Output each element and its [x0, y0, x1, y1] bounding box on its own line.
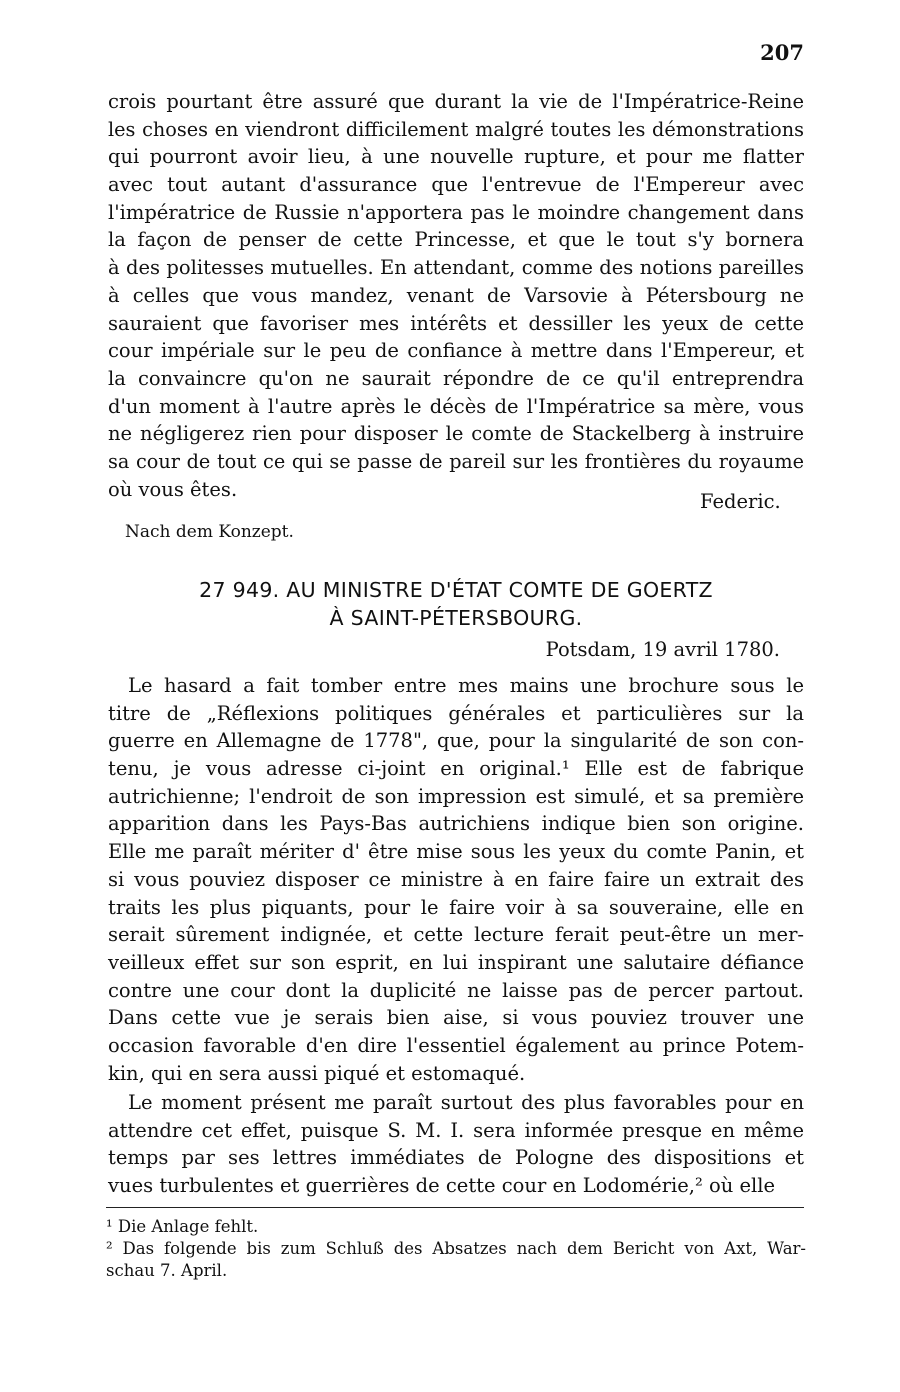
text-line: à des politesses mutuelles. En attendant, comme des notions pareilles — [108, 256, 804, 280]
text-line: sa cour de tout ce qui se passe de pareil sur les frontières du royaume — [108, 449, 804, 473]
text-line: avec tout autant d'assurance que l'entrevue de l'Empereur avec — [108, 173, 804, 197]
letter-heading-line-1: 27 949. AU MINISTRE D'ÉTAT COMTE DE GOERTZ — [199, 578, 713, 602]
text-line: à celles que vous mandez, venant de Varsovie à Pétersbourg ne — [108, 283, 804, 307]
paragraph-1 — [108, 88, 804, 503]
text-line: attendre cet effet, puisque S. M. I. sera informée presque en même — [108, 1118, 804, 1142]
text-line: sauraient que favoriser mes intérêts et dessiller les yeux de cette — [108, 311, 804, 335]
page-number: 207 — [760, 40, 804, 65]
text-line: la façon de penser de cette Princesse, et que le tout s'y bornera — [108, 228, 804, 252]
text-line: serait sûrement indignée, et cette lecture ferait peut-être un mer- — [108, 923, 804, 947]
text-line: crois pourtant être assuré que durant la vie de l'Impératrice-Reine — [108, 90, 804, 113]
text-line: apparition dans les Pays-Bas autrichiens indique bien son origine. — [108, 812, 804, 836]
text-line: Le moment présent me paraît surtout des plus favorables pour en — [128, 1091, 804, 1114]
text-line: veilleux effet sur son esprit, en lui inspirant une salutaire défiance — [108, 950, 804, 974]
text-line: les choses en viendront difficilement malgré toutes les démonstrations — [108, 117, 804, 141]
text-line: occasion favorable d'en dire l'essentiel également au prince Potem- — [108, 1033, 804, 1057]
text-line: Elle me paraît mériter d' être mise sous les yeux du comte Panin, et — [108, 840, 804, 864]
dateline: Potsdam, 19 avril 1780. — [545, 638, 780, 661]
text-line: Le hasard a fait tomber entre mes mains une brochure sous le — [128, 674, 804, 697]
text-line: kin, qui en sera aussi piqué et estomaqué. — [108, 1061, 526, 1085]
text-line: la convaincre qu'on ne saurait répondre de ce qu'il entreprendra — [108, 366, 804, 390]
text-line: vues turbulentes et guerrières de cette cour en Lodomérie,² où elle — [108, 1174, 776, 1198]
footnotes — [106, 1216, 806, 1282]
text-line: titre de „Réflexions politiques générales et particulières sur la — [108, 701, 804, 725]
footnote-2-line-1: ² Das folgende bis zum Schluß des Absatzes nach dem Bericht von Axt, War- — [106, 1239, 806, 1258]
paragraph-2 — [108, 672, 804, 1087]
paragraph-3 — [108, 1089, 804, 1200]
text-line: si vous pouviez disposer ce ministre à en faire faire un extrait des — [108, 867, 804, 891]
text-line: où vous êtes. — [108, 477, 238, 501]
text-line: Dans cette vue je serais bien aise, si vous pouviez trouver une — [108, 1006, 804, 1030]
text-line: traits les plus piquants, pour le faire voir à sa souveraine, elle en — [108, 895, 804, 919]
text-line: tenu, je vous adresse ci-joint en original.¹ Elle est de fabrique — [108, 757, 804, 781]
text-line: qui pourront avoir lieu, à une nouvelle rupture, et pour me flatter — [108, 145, 804, 169]
footnote-rule — [106, 1207, 804, 1208]
text-line: autrichienne; l'endroit de son impression est simulé, et sa première — [108, 784, 804, 808]
source-note: Nach dem Konzept. — [125, 522, 294, 542]
text-line: contre une cour dont la duplicité ne laisse pas de percer partout. — [108, 978, 804, 1002]
text-line: cour impériale sur le peu de confiance à mettre dans l'Empereur, et — [108, 339, 804, 363]
letter-heading-line-2: À SAINT-PÉTERSBOURG. — [329, 606, 583, 630]
text-line: temps par ses lettres immédiates de Pologne des dispositions et — [108, 1146, 804, 1170]
text-line: guerre en Allemagne de 1778", que, pour la singularité de son con- — [108, 729, 804, 753]
footnote-1: ¹ Die Anlage fehlt. — [106, 1217, 259, 1236]
text-line: ne négligerez rien pour disposer le comte de Stackelberg à instruire — [108, 422, 804, 446]
footnote-2-line-2: schau 7. April. — [106, 1261, 228, 1280]
signature: Federic. — [700, 490, 781, 513]
text-line: l'impératrice de Russie n'apportera pas le moindre changement dans — [108, 200, 804, 224]
text-line: d'un moment à l'autre après le décès de l'Impératrice sa mère, vous — [108, 394, 804, 418]
